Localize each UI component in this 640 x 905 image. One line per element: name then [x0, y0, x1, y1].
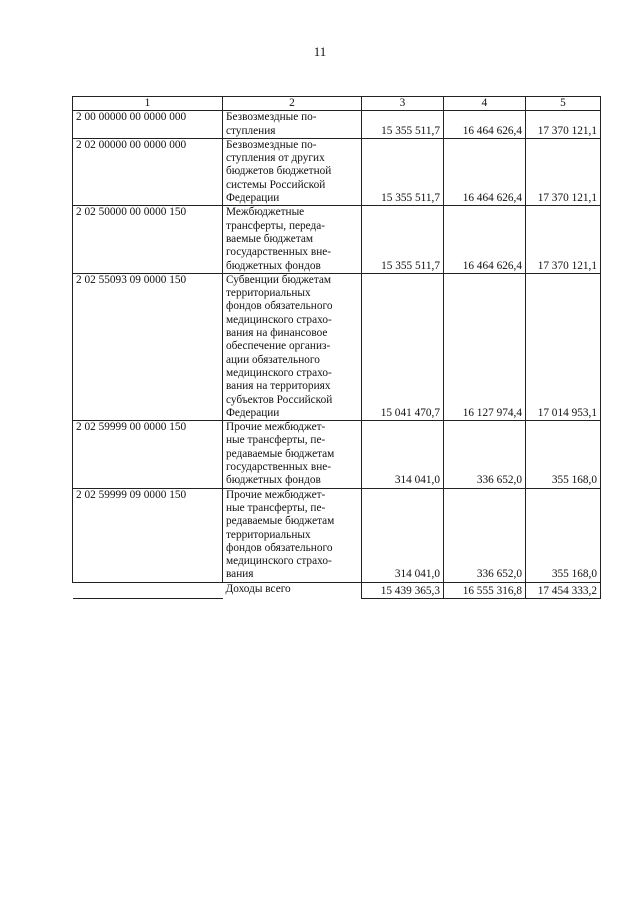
value-cell-col3: 15 355 511,7 — [362, 138, 444, 205]
total-row — [73, 582, 601, 598]
revenue-name-text: Безвозмездные по- ступления — [226, 111, 317, 137]
revenue-name-text: Прочие межбюджет- ные трансферты, пе- редаваемые бюджетам территориальных фондов обязательного медицинского страхо- вания — [226, 488, 335, 581]
revenue-name-cell — [223, 138, 362, 205]
value-cell-col5: 17 370 121,1 — [526, 111, 601, 139]
revenue-name-cell — [223, 111, 362, 139]
column-header: 3 — [362, 97, 444, 111]
table-row — [73, 111, 601, 139]
budget-code-cell: 2 00 00000 00 0000 000 — [73, 111, 223, 139]
value-cell-col4: 16 464 626,4 — [444, 138, 526, 205]
value-cell-col5: 17 014 953,1 — [526, 273, 601, 420]
value-cell-col5: 17 370 121,1 — [526, 206, 601, 273]
budget-code-cell: 2 02 00000 00 0000 000 — [73, 138, 223, 205]
table-header-row — [73, 97, 601, 111]
total-value-col4: 16 555 316,8 — [444, 582, 526, 598]
value-cell-col5: 355 168,0 — [526, 488, 601, 582]
value-cell-col5: 17 370 121,1 — [526, 138, 601, 205]
table-row — [73, 206, 601, 273]
budget-code-cell: 2 02 59999 09 0000 150 — [73, 488, 223, 582]
column-header: 2 — [223, 97, 362, 111]
budget-code-cell: 2 02 55093 09 0000 150 — [73, 273, 223, 420]
value-cell-col3: 314 041,0 — [362, 421, 444, 488]
value-cell-col4: 336 652,0 — [444, 488, 526, 582]
value-cell-col4: 336 652,0 — [444, 421, 526, 488]
value-cell-col3: 314 041,0 — [362, 488, 444, 582]
table-row — [73, 138, 601, 205]
total-label: Доходы всего — [223, 582, 362, 598]
value-cell-col3: 15 041 470,7 — [362, 273, 444, 420]
budget-revenue-table — [72, 96, 601, 599]
table-row — [73, 488, 601, 582]
value-cell-col4: 16 464 626,4 — [444, 111, 526, 139]
column-header: 1 — [73, 97, 223, 111]
revenue-name-text: Безвозмездные по- ступления от других бюджетов бюджетной системы Российской Федерации — [226, 138, 332, 205]
revenue-name-cell — [223, 206, 362, 273]
value-cell-col3: 15 355 511,7 — [362, 111, 444, 139]
revenue-name-cell — [223, 421, 362, 488]
budget-code-cell: 2 02 50000 00 0000 150 — [73, 206, 223, 273]
column-header: 5 — [526, 97, 601, 111]
column-header: 4 — [444, 97, 526, 111]
revenue-name-cell — [223, 273, 362, 420]
total-value-col5: 17 454 333,2 — [526, 582, 601, 598]
revenue-name-cell — [223, 488, 362, 582]
revenue-name-text: Субвенции бюджетам территориальных фондов обязательного медицинского страхо- вания на финансовое обеспечение организ- ации обязательного медицинского страхо- вания на территориях субъектов Российской Федерации — [226, 273, 333, 419]
table-row — [73, 421, 601, 488]
budget-code-cell: 2 02 59999 00 0000 150 — [73, 421, 223, 488]
value-cell-col4: 16 127 974,4 — [444, 273, 526, 420]
page-number: 11 — [313, 44, 327, 59]
total-value-col3: 15 439 365,3 — [362, 582, 444, 598]
value-cell-col4: 16 464 626,4 — [444, 206, 526, 273]
revenue-name-text: Межбюджетные трансферты, переда- ваемые бюджетам государственных вне- бюджетных фондов — [226, 206, 332, 272]
total-code-cell — [73, 582, 223, 598]
value-cell-col5: 355 168,0 — [526, 421, 601, 488]
value-cell-col3: 15 355 511,7 — [362, 206, 444, 273]
revenue-name-text: Прочие межбюджет- ные трансферты, пе- редаваемые бюджетам государственных вне- бюджетных фондов — [226, 421, 335, 487]
table-row — [73, 273, 601, 420]
